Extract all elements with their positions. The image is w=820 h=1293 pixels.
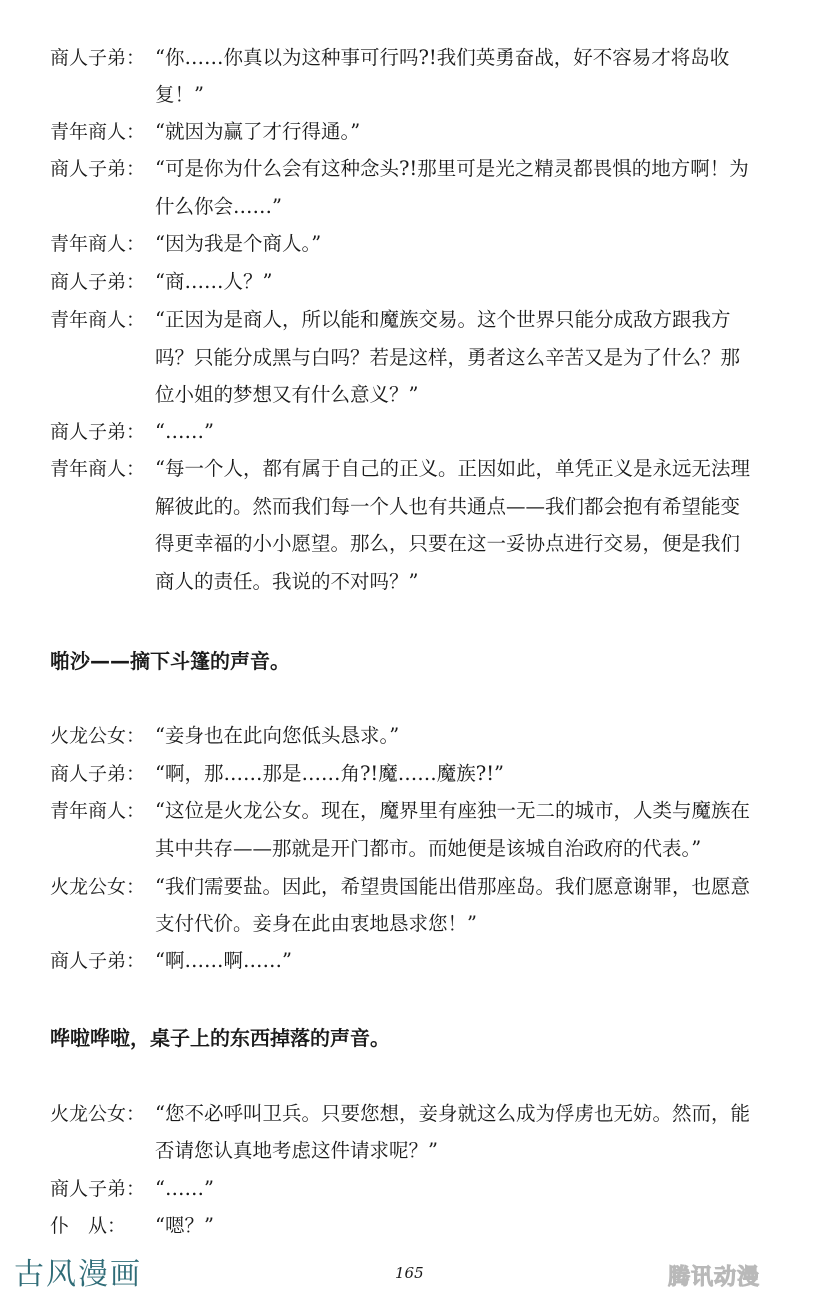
dialogue-line: 什么你会……” <box>155 195 282 218</box>
speaker-name: 商人子弟： <box>50 47 146 69</box>
dialogue-line: “我们需要盐。因此，希望贵国能出借那座岛。我们愿意谢罪，也愿意 <box>155 875 750 898</box>
dialogue-line: 复！” <box>155 83 204 106</box>
stage-direction: 啪沙——摘下斗篷的声音。 <box>50 649 290 673</box>
dialogue-line: “每一个人，都有属于自己的正义。正因如此，单凭正义是永远无法理 <box>155 457 750 480</box>
speaker-name: 商人子弟： <box>50 1178 146 1200</box>
speaker-name: 青年商人： <box>50 800 146 822</box>
dialogue-line: “你……你真以为这种事可行吗?!我们英勇奋战，好不容易才将岛收 <box>155 46 730 69</box>
dialogue-line: “……” <box>155 1177 214 1200</box>
dialogue-line: “就因为赢了才行得通。” <box>155 120 361 143</box>
dialogue-line: “这位是火龙公女。现在，魔界里有座独一无二的城市，人类与魔族在 <box>155 799 750 822</box>
speaker-name: 商人子弟： <box>50 158 146 180</box>
dialogue-line: 否请您认真地考虑这件请求呢？” <box>155 1139 438 1162</box>
dialogue-line: “商……人？” <box>155 270 273 293</box>
stage-direction: 哗啦哗啦，桌子上的东西掉落的声音。 <box>50 1026 390 1050</box>
dialogue-line: “可是你为什么会有这种念头?!那里可是光之精灵都畏惧的地方啊！为 <box>155 157 749 180</box>
tencent-comic-watermark: 腾讯动漫 <box>668 1265 761 1290</box>
speaker-name: 青年商人： <box>50 233 146 255</box>
speaker-name: 商人子弟： <box>50 950 146 972</box>
dialogue-line: 得更幸福的小小愿望。那么，只要在这一妥协点进行交易，便是我们 <box>155 532 741 555</box>
speaker-name: 火龙公女： <box>50 1103 146 1125</box>
dialogue-line: 吗？只能分成黑与白吗？若是这样，勇者这么辛苦又是为了什么？那 <box>155 346 741 369</box>
speaker-name: 商人子弟： <box>50 763 146 785</box>
dialogue-line: 解彼此的。然而我们每一个人也有共通点——我们都会抱有希望能变 <box>155 495 741 518</box>
page-number: 165 <box>395 1264 424 1282</box>
dialogue-line: “啊，那……那是……角?!魔……魔族?!” <box>155 762 505 785</box>
dialogue-line: “嗯？” <box>155 1214 214 1237</box>
speaker-name: 商人子弟： <box>50 271 146 293</box>
dialogue-line: 位小姐的梦想又有什么意义？” <box>155 383 419 406</box>
gufeng-manhua-watermark: 古风漫画 <box>14 1257 142 1292</box>
dialogue-line: 支付代价。妾身在此由衷地恳求您！” <box>155 912 477 935</box>
dialogue-line: “妾身也在此向您低头恳求。” <box>155 724 400 747</box>
dialogue-line: 其中共存——那就是开门都市。而她便是该城自治政府的代表。” <box>155 837 702 860</box>
speaker-name: 仆 从： <box>50 1215 127 1237</box>
dialogue-line: “因为我是个商人。” <box>155 232 322 255</box>
dialogue-line: 商人的责任。我说的不对吗？” <box>155 570 419 593</box>
dialogue-line: “啊……啊……” <box>155 949 292 972</box>
dialogue-line: “您不必呼叫卫兵。只要您想，妾身就这么成为俘虏也无妨。然而，能 <box>155 1102 750 1125</box>
speaker-name: 商人子弟： <box>50 421 146 443</box>
speaker-name: 火龙公女： <box>50 725 146 747</box>
speaker-name: 火龙公女： <box>50 876 146 898</box>
speaker-name: 青年商人： <box>50 309 146 331</box>
speaker-name: 青年商人： <box>50 458 146 480</box>
dialogue-line: “正因为是商人，所以能和魔族交易。这个世界只能分成敌方跟我方 <box>155 308 731 331</box>
dialogue-line: “……” <box>155 420 214 443</box>
speaker-name: 青年商人： <box>50 121 146 143</box>
